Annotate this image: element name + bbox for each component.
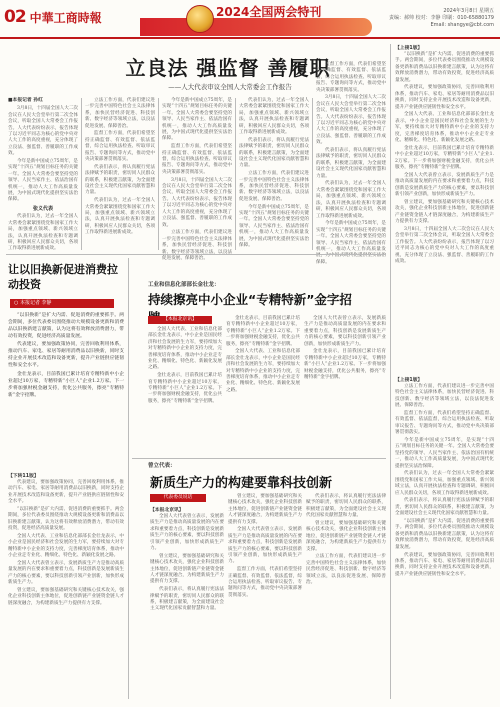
story2-paragraph: 代表建议，要加强政策协同，完善回收利用体系，推动汽车、家电、家居等耐用消费品以旧换新，同时支持企业开展技术改造和设备更新，提升产业链供应链韧性和安全水平。 <box>8 480 124 505</box>
sidebar-paragraph: 全国人大代表、工业和信息化部部长金壮龙表示，中小企业是国民经济和社会发展的生力军，要持续加大对专精特新中小企业的支持力度，完善梯度培育体系，推动中小企业走专业化、精细化、特色化、新颖化发展之路。 <box>395 112 494 144</box>
sidebar-column <box>395 52 494 372</box>
editor-contact: 责编：郝帅 校对：李静 印刷：010-65880179 Email: shangye@cbt.com <box>389 15 494 28</box>
column-divider <box>235 98 236 250</box>
story3-paragraph: 全国人大代表曾立表示，发展新质生产力是推动高质量发展的内在要求和重要着力点，科技创新是发展新质生产力的核心要素，要以科技创新引领产业创新，加快形成新质生产力。 <box>304 316 386 347</box>
story2-paragraph: 曾立建议，要加强基础研究和关键核心技术攻关，强化企业科技创新主体地位，促进创新链产业链资金链人才链深度融合，为构建新质生产力提供有力支撑。 <box>8 588 124 606</box>
sidebar-paragraph: 代表建议，要加强政策协同，完善回收利用体系，推动汽车、家电、家居等耐用消费品以旧换新，同时支持企业开展技术改造和设备更新，提升产业链供应链韧性和安全水平。 <box>395 85 494 110</box>
story4-headline: 新质生产力的构建要靠科技创新 <box>150 476 333 491</box>
lead-paragraph: 3月8日，十四届全国人大二次会议在人民大会堂举行第二次全体会议，听取全国人大常委会工作报告。人大代表纷纷表示，报告体现了以习近平同志为核心的党中央对人大工作的高度重视，充分体现了立良法、强监督、善履职的工作成效。 <box>162 177 232 228</box>
lead-paragraph: 代表们认为，过去一年全国人大常委会紧紧围绕党和国家工作大局，加强重点领域、新兴领域立法，认真开展执法检查和专题调研，积极回应人民群众关切，各项工作取得新进展新成效。 <box>85 198 155 236</box>
story3-paragraph: 金壮龙表示，目前我国已累计培育专精特新中小企业超过10万家，专精特新“小巨人”企业1.2万家。下一步将加强财税金融支持，优化公共服务，擦亮“专精特新”金字招牌。 <box>226 316 300 347</box>
sidebar-continuation-tag: 【上接1版】 <box>395 46 423 51</box>
sidebar-column-lower <box>395 384 494 699</box>
lead-paragraph: 代表们表示，将认真履行宪法法律赋予的职责，密切同人民群众的联系，积极建言献策，为全面建设社会主义现代化国家贡献智慧和力量。 <box>85 164 155 196</box>
column-divider <box>81 98 82 250</box>
story2-author-bar: ○ 本报记者 李静 <box>10 299 114 308</box>
issue-info <box>374 8 494 29</box>
story3-column-2 <box>226 316 300 455</box>
lead-column-4 <box>239 98 309 250</box>
lead-paragraph: 今年是新中国成立75周年，是实现“十四五”规划目标任务的关键一年。全国人大常委会要坚持党的领导、人民当家作主、依法治国有机统一，推动人大工作高质量发展，为中国式现代化提供坚实法治保障。 <box>8 159 78 203</box>
story2-column <box>8 312 124 470</box>
lead-column-1 <box>8 98 78 250</box>
lead-paragraph: 代表们认为，过去一年全国人大常委会紧紧围绕党和国家工作大局，加强重点领域、新兴领域立法，认真开展执法检查和专题调研，积极回应人民群众关切，各项工作取得新进展新成效。 <box>239 98 309 136</box>
story4-paragraph: 代表们表示，将认真履行宪法法律赋予的职责，密切同人民群众的联系，积极建言献策，为全面建设社会主义现代化国家贡献智慧和力量。 <box>150 587 224 612</box>
sidebar-paragraph: 金壮龙表示，目前我国已累计培育专精特新中小企业超过10万家，专精特新“小巨人”企业1.2万家。下一步将加强财税金融支持，优化公共服务，擦亮“专精特新”金字招牌。 <box>395 145 494 171</box>
story4-kicker: 曾立代表： <box>148 463 176 469</box>
lead-subhead: 张义代表 <box>32 205 53 212</box>
lead-paragraph: 3月8日，十四届全国人大二次会议在人民大会堂举行第二次全体会议，听取全国人大常委会工作报告。人大代表纷纷表示，报告体现了以习近平同志为核心的党中央对人大工作的高度重视，充分体现了立良法、强监督、善履职的工作成效。 <box>8 106 78 157</box>
sidebar-paragraph: 代表们表示，将认真履行宪法法律赋予的职责，密切同人民群众的联系，积极建言献策，为全面建设社会主义现代化国家贡献智慧和力量。 <box>395 498 494 517</box>
lead-byline: ■本报记者 孙红 <box>8 98 43 103</box>
sidebar-continuation-tag: 【上接1版】 <box>395 378 423 383</box>
masthead-banner <box>140 18 372 36</box>
story4-paragraph: 曾立建议，要加强基础研究和关键核心技术攻关，强化企业科技创新主体地位，促进创新链产业链资金链人才链深度融合，为构建新质生产力提供有力支撑。 <box>306 521 386 552</box>
story4-paragraph: 立法工作方面，代表们建议进一步完善中国特色社会主义法律体系，加快民营经济促进、科技创新、数字经济等领域立法，以良法促进发展、保障善治。 <box>306 554 386 586</box>
story3-paragraph: 全国人大代表、工业和信息化部部长金壮龙表示，中小企业是国民经济和社会发展的生力军，要持续加大对专精特新中小企业的支持力度，完善梯度培育体系，推动中小企业走专业化、精细化、特色化、新颖化发展之路。 <box>148 327 222 371</box>
story4-column-2 <box>228 494 302 699</box>
story4-section-chip: 代表委员说话 <box>150 494 206 502</box>
column-divider <box>312 98 313 250</box>
story3-paragraph: 全国人大代表、工业和信息化部部长金壮龙表示，中小企业是国民经济和社会发展的生力军，要持续加大对专精特新中小企业的支持力度，完善梯度培育体系，推动中小企业走专业化、精细化、特色化、新颖化发展之路。 <box>226 349 300 393</box>
story2-continuation-tag: 【下转11版】 <box>8 474 39 479</box>
story4-paragraph: 全国人大代表曾立表示，发展新质生产力是推动高质量发展的内在要求和重要着力点，科技创新是发展新质生产力的核心要素，要以科技创新引领产业创新，加快形成新质生产力。 <box>228 527 302 565</box>
story2-paragraph: 金壮龙表示，目前我国已累计培育专精特新中小企业超过10万家，专精特新“小巨人”企业1.2万家。下一步将加强财税金融支持，优化公共服务，擦亮“专精特新”金字招牌。 <box>8 371 124 398</box>
sidebar-paragraph: 曾立建议，要加强基础研究和关键核心技术攻关，强化企业科技创新主体地位，促进创新链产业链资金链人才链深度融合，为构建新质生产力提供有力支撑。 <box>395 199 494 225</box>
story4-paragraph: 代表们表示，将认真履行宪法法律赋予的职责，密切同人民群众的联系，积极建言献策，为全面建设社会主义现代化国家贡献智慧和力量。 <box>306 494 386 519</box>
section-divider <box>132 458 386 459</box>
masthead-rule <box>0 37 500 39</box>
story3-column-3 <box>304 316 386 455</box>
lead-paragraph: 今年是新中国成立75周年，是实现“十四五”规划目标任务的关键一年。全国人大常委会要坚持党的领导、人民当家作主、依法治国有机统一，推动人大工作高质量发展，为中国式现代化提供坚实法治保障。 <box>162 98 232 142</box>
lead-paragraph: 今年是新中国成立75周年，是实现“十四五”规划目标任务的关键一年。全国人大常委会要坚持党的领导、人民当家作主、依法治国有机统一，推动人大工作高质量发展，为中国式现代化提供坚实法治保障。 <box>239 204 309 249</box>
lead-paragraph: 代表们认为，过去一年全国人大常委会紧紧围绕党和国家工作大局，加强重点领域、新兴领域立法，认真开展执法检查和专题调研，积极回应人民群众关切，各项工作取得新进展新成效。 <box>316 181 386 219</box>
sidebar-paragraph: 3月8日，十四届全国人大二次会议在人民大会堂举行第二次全体会议，听取全国人大常委会工作报告。人大代表纷纷表示，报告体现了以习近平同志为核心的党中央对人大工作的高度重视，充分体现了立良法、强监督、善履职的工作成效。 <box>395 226 494 264</box>
story3-paragraph: 金壮龙表示，目前我国已累计培育专精特新中小企业超过10万家，专精特新“小巨人”企业1.2万家。下一步将加强财税金融支持，优化公共服务，擦亮“专精特新”金字招牌。 <box>304 349 386 381</box>
story2-paragraph: 全国人大代表曾立表示，发展新质生产力是推动高质量发展的内在要求和重要着力点，科技创新是发展新质生产力的核心要素，要以科技创新引领产业创新，加快形成新质生产力。 <box>8 561 124 586</box>
story3-paragraph: 金壮龙表示，目前我国已累计培育专精特新中小企业超过10万家，专精特新“小巨人”企业1.2万家。下一步将加强财税金融支持，优化公共服务，擦亮“专精特新”金字招牌。 <box>148 373 222 404</box>
lead-column-3 <box>162 98 232 261</box>
masthead <box>0 0 500 38</box>
lead-paragraph: 代表们表示，将认真履行宪法法律赋予的职责，密切同人民群众的联系，积极建言献策，为全面建设社会主义现代化国家贡献智慧和力量。 <box>239 137 309 169</box>
special-issue-title: 2024全国两会特刊 <box>216 5 322 19</box>
story3-section-chip: 【本报北京讯】 <box>148 316 212 324</box>
story2-paragraph: “以旧换新”是扩大内需、促进消费的重要抓手。两会期间，多位代表委员围绕推动大规模设备更新和消费品以旧换新建言献策，认为这将有效释放消费潜力，带动有效投资，促进经济高质量发展。 <box>8 313 124 339</box>
lead-paragraph: 监督工作方面，代表们希望坚持正确监督、有效监督、依法监督，综合运用执法检查、听取审议报告、专题询问等方式，推动党中央决策部署贯彻落实。 <box>316 62 386 93</box>
sidebar-paragraph: “以旧换新”是扩大内需、促进消费的重要抓手。两会期间，多位代表委员围绕推动大规模设备更新和消费品以旧换新建言献策，认为这将有效释放消费潜力，带动有效投资，促进经济高质量发展。 <box>395 52 494 83</box>
sidebar-paragraph: “以旧换新”是扩大内需、促进消费的重要抓手。两会期间，多位代表委员围绕推动大规模设备更新和消费品以旧换新建言献策，认为这将有效释放消费潜力，带动有效投资，促进经济高质量发展。 <box>395 519 494 550</box>
lead-paragraph: 今年是新中国成立75周年，是实现“十四五”规划目标任务的关键一年。全国人大常委会要坚持党的领导、人民当家作主、依法治国有机统一，推动人大工作高质量发展，为中国式现代化提供坚实法治保障。 <box>316 221 386 265</box>
masthead-left <box>4 7 102 27</box>
story4-dateline: 【本报北京讯】 <box>150 508 184 513</box>
sidebar-paragraph: 立法工作方面，代表们建议进一步完善中国特色社会主义法律体系，加快民营经济促进、科技创新、数字经济等领域立法，以良法促进发展、保障善治。 <box>395 384 494 409</box>
sidebar-paragraph: 代表们认为，过去一年全国人大常委会紧紧围绕党和国家工作大局，加强重点领域、新兴领域立法，认真开展执法检查和专题调研，积极回应人民群众关切，各项工作取得新进展新成效。 <box>395 471 494 496</box>
lead-paragraph: 代表们表示，将认真履行宪法法律赋予的职责，密切同人民群众的联系，积极建言献策，为全面建设社会主义现代化国家贡献智慧和力量。 <box>316 148 386 179</box>
sidebar-paragraph: 监督工作方面，代表们希望坚持正确监督、有效监督、依法监督，综合运用执法检查、听取审议报告、专题询问等方式，推动党中央决策部署贯彻落实。 <box>395 411 494 436</box>
lead-paragraph: 3月8日，十四届全国人大二次会议在人民大会堂举行第二次全体会议，听取全国人大常委会工作报告。人大代表纷纷表示，报告体现了以习近平同志为核心的党中央对人大工作的高度重视，充分体现了立良法、强监督、善履职的工作成效。 <box>316 95 386 146</box>
story3-kicker: 工业和信息化部部长金壮龙： <box>148 282 220 288</box>
sidebar-paragraph: 今年是新中国成立75周年，是实现“十四五”规划目标任务的关键一年。全国人大常委会要坚持党的领导、人民当家作主、依法治国有机统一，推动人大工作高质量发展，为中国式现代化提供坚实法治保障。 <box>395 438 494 469</box>
lead-paragraph: 监督工作方面，代表们希望坚持正确监督、有效监督、依法监督，综合运用执法检查、听取审议报告、专题询问等方式，推动党中央决策部署贯彻落实。 <box>162 144 232 175</box>
section-divider <box>6 254 386 255</box>
story4-column-1 <box>150 514 224 699</box>
lead-paragraph: 立法工作方面，代表们建议进一步完善中国特色社会主义法律体系，加快民营经济促进、科技创新、数字经济等领域立法，以良法促进发展、保障善治。 <box>162 230 232 261</box>
sidebar-paragraph: 全国人大代表曾立表示，发展新质生产力是推动高质量发展的内在要求和重要着力点，科技创新是发展新质生产力的核心要素，要以科技创新引领产业创新，加快形成新质生产力。 <box>395 172 494 198</box>
column-divider <box>158 98 159 250</box>
story4-paragraph: 曾立建议，要加强基础研究和关键核心技术攻关，强化企业科技创新主体地位，促进创新链产业链资金链人才链深度融合，为构建新质生产力提供有力支撑。 <box>228 494 302 525</box>
story3-column-1 <box>148 327 222 455</box>
lead-paragraph: 立法工作方面，代表们建议进一步完善中国特色社会主义法律体系，加快民营经济促进、科技创新、数字经济等领域立法，以良法促进发展、保障善治。 <box>85 98 155 129</box>
national-emblem-icon <box>186 5 214 33</box>
story2-paragraph: 全国人大代表、工业和信息化部部长金壮龙表示，中小企业是国民经济和社会发展的生力军，要持续加大对专精特新中小企业的支持力度，完善梯度培育体系，推动中小企业走专业化、精细化、特色化、新颖化发展之路。 <box>8 534 124 559</box>
lead-column-2 <box>85 98 155 250</box>
page-number: 02 <box>4 7 26 27</box>
story3-headline: 持续擦亮中小企业“专精特新”金字招 <box>148 292 352 307</box>
lead-paragraph: 代表们认为，过去一年全国人大常委会紧紧围绕党和国家工作大局，加强重点领域、新兴领域立法，认真开展执法检查和专题调研，积极回应人民群众关切，各项工作取得新进展新成效。 <box>8 214 78 252</box>
story2-column-lower <box>8 480 124 699</box>
lead-paragraph: 监督工作方面，代表们希望坚持正确监督、有效监督、依法监督，综合运用执法检查、听取审议报告、专题询问等方式，推动党中央决策部署贯彻落实。 <box>85 131 155 163</box>
story4-column-3 <box>306 494 386 699</box>
column-divider <box>390 44 391 699</box>
story4-paragraph: 监督工作方面，代表们希望坚持正确监督、有效监督、依法监督，综合运用执法检查、听取审议报告、专题询问等方式，推动党中央决策部署贯彻落实。 <box>228 567 302 598</box>
lead-column-5 <box>316 62 386 265</box>
column-divider <box>128 258 129 699</box>
story4-paragraph: 全国人大代表曾立表示，发展新质生产力是推动高质量发展的内在要求和重要着力点，科技创新是发展新质生产力的核心要素，要以科技创新引领产业创新，加快形成新质生产力。 <box>150 514 224 552</box>
paper-name: 中華工商時報 <box>29 10 102 25</box>
story2-paragraph: 代表建议，要加强政策协同，完善回收利用体系，推动汽车、家电、家居等耐用消费品以旧换新，同时支持企业开展技术改造和设备更新，提升产业链供应链韧性和安全水平。 <box>8 342 124 369</box>
story2-paragraph: “以旧换新”是扩大内需、促进消费的重要抓手。两会期间，多位代表委员围绕推动大规模设备更新和消费品以旧换新建言献策，认为这将有效释放消费潜力，带动有效投资，促进经济高质量发展。 <box>8 507 124 532</box>
lead-subheadline: ——人大代表审议全国人大常委会工作报告 <box>168 83 292 91</box>
story2-headline: 让以旧换新促进消费拉动投资 <box>8 263 118 291</box>
story4-paragraph: 曾立建议，要加强基础研究和关键核心技术攻关，强化企业科技创新主体地位，促进创新链产业链资金链人才链深度融合，为构建新质生产力提供有力支撑。 <box>150 553 224 585</box>
lead-headline: 立良法 强监督 善履职 <box>125 56 331 80</box>
issue-date: 2024年3月8日 星期五 <box>443 8 494 14</box>
sidebar-paragraph: 代表建议，要加强政策协同，完善回收利用体系，推动汽车、家电、家居等耐用消费品以旧换新，同时支持企业开展技术改造和设备更新，提升产业链供应链韧性和安全水平。 <box>395 552 494 577</box>
lead-paragraph: 立法工作方面，代表们建议进一步完善中国特色社会主义法律体系，加快民营经济促进、科技创新、数字经济等领域立法，以良法促进发展、保障善治。 <box>239 171 309 202</box>
